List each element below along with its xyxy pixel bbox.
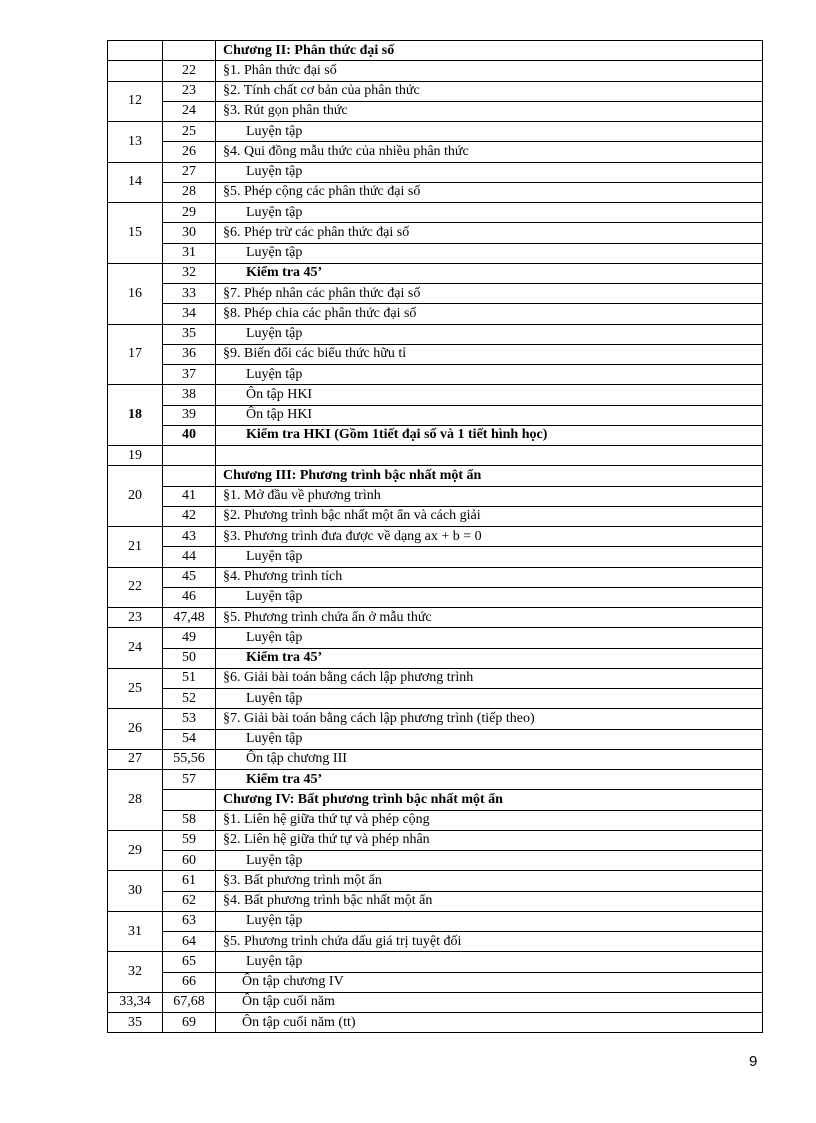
period-cell [163, 41, 216, 61]
lesson-title-cell: Kiểm tra 45’ [216, 263, 763, 283]
table-row [108, 162, 763, 182]
period-cell: 31 [163, 243, 216, 263]
lesson-title-cell: Ôn tập HKI [216, 385, 763, 405]
period-cell: 53 [163, 709, 216, 729]
lesson-title-cell: Luyện tập [216, 324, 763, 344]
week-cell: 35 [108, 1013, 163, 1033]
table-row [108, 851, 763, 871]
table-row [108, 992, 763, 1012]
lesson-title-cell: Chương II: Phân thức đại số [216, 41, 763, 61]
period-cell [163, 466, 216, 486]
week-cell: 24 [108, 628, 163, 669]
table-row [108, 304, 763, 324]
period-cell: 66 [163, 972, 216, 992]
table-row [108, 830, 763, 850]
table-row [108, 547, 763, 567]
week-cell: 31 [108, 911, 163, 952]
period-cell: 55,56 [163, 749, 216, 769]
lesson-title-cell: Luyện tập [216, 587, 763, 607]
table-row [108, 891, 763, 911]
lesson-title-cell: §2. Phương trình bậc nhất một ẩn và cách giải [216, 506, 763, 526]
period-cell: 47,48 [163, 608, 216, 628]
lesson-title-cell: Ôn tập cuối năm (tt) [216, 1013, 763, 1033]
period-cell: 42 [163, 506, 216, 526]
table-row [108, 668, 763, 688]
lesson-title-cell: §3. Phương trình đưa được về dạng ax + b = 0 [216, 527, 763, 547]
table-row [108, 486, 763, 506]
lesson-title-cell: Luyện tập [216, 365, 763, 385]
lesson-title-cell: §1. Liên hệ giữa thứ tự và phép cộng [216, 810, 763, 830]
period-cell: 64 [163, 932, 216, 952]
lesson-title-cell: §5. Phương trình chứa ẩn ở mẫu thức [216, 608, 763, 628]
table-row [108, 810, 763, 830]
period-cell [163, 790, 216, 810]
lesson-title-cell: §5. Phép cộng các phân thức đại số [216, 182, 763, 202]
lesson-title-cell: §9. Biến đổi các biểu thức hữu tỉ [216, 344, 763, 364]
period-cell [163, 446, 216, 466]
table-row [108, 790, 763, 810]
lesson-title-cell: Luyện tập [216, 952, 763, 972]
table-row [108, 203, 763, 223]
week-cell: 18 [108, 385, 163, 446]
table-row [108, 952, 763, 972]
period-cell: 44 [163, 547, 216, 567]
lesson-title-cell: §8. Phép chia các phân thức đại số [216, 304, 763, 324]
period-cell: 39 [163, 405, 216, 425]
lesson-title-cell: Kiểm tra HKI (Gồm 1tiết đại số và 1 tiết hình học) [216, 425, 763, 445]
table-row [108, 446, 763, 466]
page-number: 9 [749, 1053, 758, 1070]
lesson-title-cell: §1. Phân thức đại số [216, 61, 763, 81]
week-cell: 20 [108, 466, 163, 527]
period-cell: 26 [163, 142, 216, 162]
period-cell: 23 [163, 81, 216, 101]
lesson-title-cell: §2. Liên hệ giữa thứ tự và phép nhân [216, 830, 763, 850]
table-row [108, 466, 763, 486]
period-cell: 59 [163, 830, 216, 850]
week-cell: 15 [108, 203, 163, 264]
period-cell: 22 [163, 61, 216, 81]
lesson-title-cell: Chương IV: Bất phương trình bậc nhất một ẩn [216, 790, 763, 810]
period-cell: 35 [163, 324, 216, 344]
period-cell: 28 [163, 182, 216, 202]
week-cell: 19 [108, 446, 163, 466]
lesson-title-cell: Luyện tập [216, 122, 763, 142]
period-cell: 29 [163, 203, 216, 223]
table-row [108, 709, 763, 729]
curriculum-table-body [108, 41, 763, 1033]
lesson-title-cell: §7. Phép nhân các phân thức đại số [216, 284, 763, 304]
week-cell: 33,34 [108, 992, 163, 1012]
lesson-title-cell: §7. Giải bài toán bằng cách lập phương trình (tiếp theo) [216, 709, 763, 729]
lesson-title-cell: Luyện tập [216, 689, 763, 709]
table-row [108, 101, 763, 121]
lesson-title-cell: §6. Giải bài toán bằng cách lập phương trình [216, 668, 763, 688]
table-row [108, 506, 763, 526]
table-row [108, 365, 763, 385]
period-cell: 54 [163, 729, 216, 749]
lesson-title-cell: §4. Bất phương trình bậc nhất một ẩn [216, 891, 763, 911]
week-cell: 17 [108, 324, 163, 385]
lesson-title-cell: Chương III: Phương trình bậc nhất một ẩn [216, 466, 763, 486]
period-cell: 65 [163, 952, 216, 972]
table-row [108, 182, 763, 202]
week-cell: 13 [108, 122, 163, 163]
table-row [108, 425, 763, 445]
period-cell: 58 [163, 810, 216, 830]
week-cell: 12 [108, 81, 163, 122]
lesson-title-cell: Luyện tập [216, 243, 763, 263]
lesson-title-cell: §6. Phép trừ các phân thức đại số [216, 223, 763, 243]
week-cell: 27 [108, 749, 163, 769]
table-row [108, 243, 763, 263]
week-cell: 25 [108, 668, 163, 709]
table-row [108, 911, 763, 931]
lesson-title-cell: §5. Phương trình chứa dấu giá trị tuyệt đối [216, 932, 763, 952]
table-row [108, 749, 763, 769]
table-row [108, 81, 763, 101]
period-cell: 37 [163, 365, 216, 385]
table-row [108, 41, 763, 61]
lesson-title-cell [216, 446, 763, 466]
lesson-title-cell: Luyện tập [216, 851, 763, 871]
period-cell: 40 [163, 425, 216, 445]
period-cell: 43 [163, 527, 216, 547]
period-cell: 30 [163, 223, 216, 243]
week-cell: 21 [108, 527, 163, 568]
table-row [108, 587, 763, 607]
period-cell: 34 [163, 304, 216, 324]
period-cell: 50 [163, 648, 216, 668]
table-row [108, 122, 763, 142]
period-cell: 38 [163, 385, 216, 405]
table-row [108, 689, 763, 709]
period-cell: 33 [163, 284, 216, 304]
week-cell: 14 [108, 162, 163, 203]
week-cell: 26 [108, 709, 163, 750]
period-cell: 60 [163, 851, 216, 871]
period-cell: 52 [163, 689, 216, 709]
table-row [108, 567, 763, 587]
lesson-title-cell: §3. Bất phương trình một ẩn [216, 871, 763, 891]
table-row [108, 729, 763, 749]
week-cell: 16 [108, 263, 163, 324]
lesson-title-cell: Luyện tập [216, 729, 763, 749]
week-cell [108, 61, 163, 81]
table-row [108, 770, 763, 790]
lesson-title-cell: §4. Phương trình tích [216, 567, 763, 587]
lesson-title-cell: Kiểm tra 45’ [216, 770, 763, 790]
lesson-title-cell: Kiểm tra 45’ [216, 648, 763, 668]
period-cell: 27 [163, 162, 216, 182]
table-row [108, 648, 763, 668]
table-row [108, 263, 763, 283]
lesson-title-cell: Luyện tập [216, 547, 763, 567]
table-row [108, 385, 763, 405]
lesson-title-cell: §4. Qui đồng mẫu thức của nhiều phân thức [216, 142, 763, 162]
lesson-title-cell: Ôn tập cuối năm [216, 992, 763, 1012]
lesson-title-cell: §2. Tính chất cơ bản của phân thức [216, 81, 763, 101]
table-row [108, 608, 763, 628]
week-cell: 29 [108, 830, 163, 871]
period-cell: 24 [163, 101, 216, 121]
period-cell: 51 [163, 668, 216, 688]
period-cell: 45 [163, 567, 216, 587]
table-row [108, 344, 763, 364]
table-row [108, 324, 763, 344]
table-row [108, 284, 763, 304]
lesson-title-cell: §3. Rút gọn phân thức [216, 101, 763, 121]
table-row [108, 871, 763, 891]
lesson-title-cell: §1. Mở đầu về phương trình [216, 486, 763, 506]
lesson-title-cell: Ôn tập HKI [216, 405, 763, 425]
period-cell: 61 [163, 871, 216, 891]
week-cell: 23 [108, 608, 163, 628]
lesson-title-cell: Luyện tập [216, 628, 763, 648]
table-row [108, 142, 763, 162]
period-cell: 25 [163, 122, 216, 142]
table-row [108, 628, 763, 648]
period-cell: 32 [163, 263, 216, 283]
period-cell: 63 [163, 911, 216, 931]
period-cell: 46 [163, 587, 216, 607]
curriculum-table [107, 40, 763, 1033]
table-row [108, 61, 763, 81]
table-row [108, 972, 763, 992]
lesson-title-cell: Luyện tập [216, 162, 763, 182]
period-cell: 49 [163, 628, 216, 648]
lesson-title-cell: Luyện tập [216, 911, 763, 931]
lesson-title-cell: Ôn tập chương IV [216, 972, 763, 992]
table-row [108, 932, 763, 952]
period-cell: 57 [163, 770, 216, 790]
period-cell: 36 [163, 344, 216, 364]
table-row [108, 405, 763, 425]
period-cell: 69 [163, 1013, 216, 1033]
week-cell: 22 [108, 567, 163, 608]
week-cell: 30 [108, 871, 163, 912]
lesson-title-cell: Luyện tập [216, 203, 763, 223]
period-cell: 41 [163, 486, 216, 506]
table-row [108, 223, 763, 243]
table-row [108, 1013, 763, 1033]
week-cell [108, 41, 163, 61]
week-cell: 28 [108, 770, 163, 831]
week-cell: 32 [108, 952, 163, 993]
lesson-title-cell: Ôn tập chương III [216, 749, 763, 769]
table-row [108, 527, 763, 547]
period-cell: 67,68 [163, 992, 216, 1012]
period-cell: 62 [163, 891, 216, 911]
